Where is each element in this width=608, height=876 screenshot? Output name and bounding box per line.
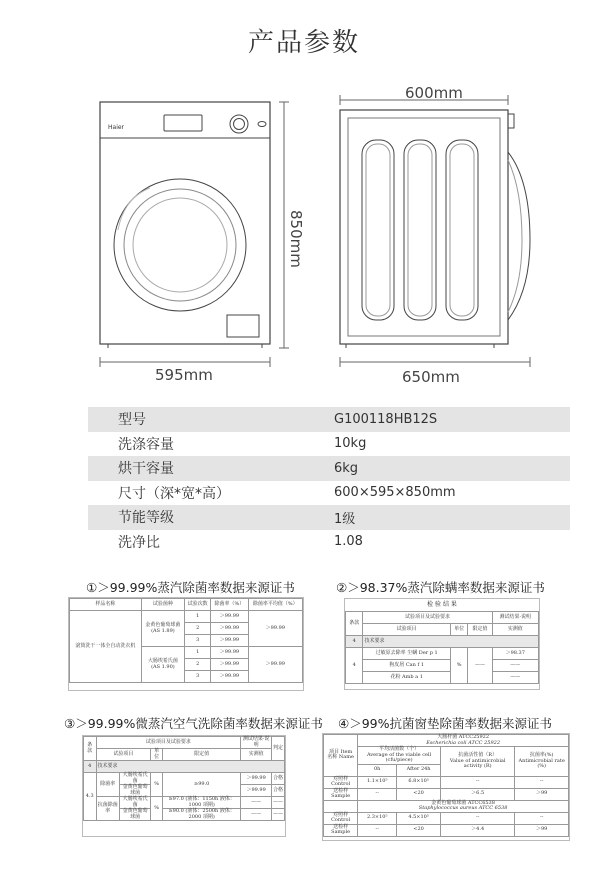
strain: 金黄色葡萄球菌 xyxy=(145,622,181,628)
cell: 2 xyxy=(185,659,211,671)
cell: 抗菌除菌率 xyxy=(96,797,119,821)
cell: % xyxy=(151,797,163,821)
cell: 大肠埃希氏菌 xyxy=(120,773,151,785)
cert-2 xyxy=(336,578,545,596)
cell xyxy=(440,747,514,777)
cell: ＞4.4 xyxy=(440,824,514,836)
cell: 条款 xyxy=(346,612,363,636)
cell xyxy=(324,735,358,777)
cell xyxy=(141,611,184,647)
cert-4 xyxy=(338,714,552,732)
brand-logo: Haier xyxy=(108,124,125,131)
head-en: Antimicrobial rate (%) xyxy=(518,757,565,769)
cert-3-table xyxy=(83,736,285,821)
front-view xyxy=(100,102,289,367)
organism-latin: Staphylococcus aureus ATCC 6538 xyxy=(418,805,508,811)
spec-table xyxy=(88,407,570,554)
cell: 试验次数 xyxy=(185,599,211,611)
cell: 试验项目 xyxy=(96,749,151,761)
spec-row-wash-capacity xyxy=(88,432,570,457)
cell: 对照样 Control xyxy=(324,776,358,788)
cell xyxy=(358,747,441,765)
cell: -- xyxy=(358,788,397,800)
cell: 测试结果·说明 xyxy=(241,737,272,749)
strain-code: (AS 1.89) xyxy=(151,627,175,634)
cell: After 24h xyxy=(397,764,441,776)
cert-3 xyxy=(64,714,323,732)
spec-row-wash-ratio xyxy=(88,530,570,555)
item: 过敏原去除率 xyxy=(375,649,406,656)
cert-4-title: ④＞99%抗菌窗垫除菌率数据来源证书 xyxy=(338,716,552,731)
cell: % xyxy=(450,648,467,684)
side-view xyxy=(340,95,530,367)
cell: 判定 xyxy=(271,737,284,761)
cell xyxy=(324,800,358,812)
cell xyxy=(141,647,184,683)
cert-2-image xyxy=(344,598,540,690)
head: 平均活菌数（个） xyxy=(379,746,420,752)
cell: 花粉 Amb a 1 xyxy=(363,672,450,684)
cell: 限定值 xyxy=(468,624,492,636)
cell: ＞99.99 xyxy=(211,623,248,635)
cell: 试验项目及试验要求 xyxy=(96,737,241,749)
page-title: 产品参数 xyxy=(247,28,360,58)
cell: ＞99.99 xyxy=(241,785,272,797)
cell: 试验项目及试验要求 xyxy=(363,612,492,624)
cell: ＞99.99 xyxy=(211,635,248,647)
cell: 2 xyxy=(185,623,211,635)
height-label: 850mm xyxy=(287,210,305,268)
spec-value: 10kg xyxy=(334,436,367,452)
cell xyxy=(363,648,450,660)
cert-3-title: ③＞99.99%微蒸汽空气洗除菌率数据来源证书 xyxy=(64,716,323,731)
cell: % xyxy=(151,773,163,797)
head: 项目 Item xyxy=(328,748,353,755)
cell: -- xyxy=(440,812,514,824)
cell: -- xyxy=(515,776,569,788)
cell: 技术要求 xyxy=(363,636,539,648)
cell: 1 xyxy=(185,611,211,623)
spec-value: 6kg xyxy=(334,460,359,476)
cell: ＞99.99 xyxy=(241,773,272,785)
cell: -- xyxy=(440,776,514,788)
cell: 4.5×10⁵ xyxy=(397,812,441,824)
dimension-drawings xyxy=(0,80,608,390)
cell: 试验菌种 xyxy=(141,599,184,611)
front-width-label: 595mm xyxy=(155,366,213,384)
cell: —— xyxy=(492,672,538,684)
cert-1-table xyxy=(69,598,303,683)
cell: 4 xyxy=(84,761,97,773)
cell: 6.8×10⁵ xyxy=(397,776,441,788)
spec-label: 型号 xyxy=(118,412,146,429)
cell: —— xyxy=(468,648,492,684)
cell: —— xyxy=(271,797,284,809)
cell: ≥99.0 xyxy=(163,773,241,797)
cell: 合格 xyxy=(271,773,284,785)
cell: 实测值 xyxy=(241,749,272,761)
cell: 单位 xyxy=(151,749,163,761)
spec-row-dry-capacity xyxy=(88,456,570,481)
cell: —— xyxy=(271,809,284,821)
cell: 技术要求 xyxy=(96,761,284,773)
spec-label: 节能等级 xyxy=(118,510,174,527)
cell: 3 xyxy=(185,635,211,647)
cell: ＞98.37 xyxy=(492,648,538,660)
cert-2-title: ②＞98.37%蒸汽除螨率数据来源证书 xyxy=(336,580,545,595)
spec-row-model xyxy=(88,407,570,432)
cell: —— xyxy=(241,797,272,809)
spec-label: 烘干容量 xyxy=(118,461,174,478)
cert-1-title: ①＞99.99%蒸汽除菌率数据来源证书 xyxy=(86,580,295,595)
cell: 1 xyxy=(185,647,211,659)
head: 抗菌率(%) xyxy=(529,752,554,758)
cell: ＞99.99 xyxy=(211,647,248,659)
organism-latin: Escherichia coli ATCC 25922 xyxy=(426,739,500,746)
spec-value: G100118HB12S xyxy=(334,411,438,427)
cell: 单位 xyxy=(450,624,467,636)
strain-code: (AS 1.90) xyxy=(151,663,175,670)
head-en: Value of antimicrobial activity (R) xyxy=(449,757,506,769)
cell: 实测值 xyxy=(492,624,538,636)
cell: 试验项目 xyxy=(363,624,450,636)
cell: 滚筒洗干一体全自动洗衣机 xyxy=(70,611,142,683)
cell: 金黄色葡萄球菌 xyxy=(120,785,151,797)
cell xyxy=(358,800,569,812)
cell: ＞99.99 xyxy=(248,611,302,647)
cell: 狗皮屑 Can f 1 xyxy=(363,660,450,672)
spec-value: 1级 xyxy=(334,511,356,527)
item-sub: 尘螨 Der p 1 xyxy=(407,649,438,656)
head: 抗菌活性值（R） xyxy=(458,752,498,758)
cell: 除菌率平均值（%） xyxy=(248,599,302,611)
cert-4-image xyxy=(322,733,570,841)
top-width-label: 600mm xyxy=(405,84,463,102)
cell: ＞99 xyxy=(515,788,569,800)
cell: 送检样 Sample xyxy=(324,824,358,836)
cell: 条款 xyxy=(84,737,97,761)
cell: 合格 xyxy=(271,785,284,797)
spec-label: 洗净比 xyxy=(118,534,160,551)
cell: 测试结果·说明 xyxy=(492,612,538,624)
cell: 金黄色葡萄球菌 xyxy=(120,809,151,821)
cell: ≥97.0 (液体：1150h 液体：1000 项期) xyxy=(163,797,241,809)
cell: 1.1×10⁵ xyxy=(358,776,397,788)
cell: 2.3×10⁵ xyxy=(358,812,397,824)
cell: 4.3 xyxy=(84,773,97,821)
organism: 金黄色葡萄球菌 ATCC6538 xyxy=(431,799,495,806)
cell: 4 xyxy=(346,648,363,684)
cell xyxy=(515,747,569,777)
spec-value: 1.08 xyxy=(334,534,363,550)
cell: ＞99 xyxy=(515,824,569,836)
cell: -- xyxy=(515,812,569,824)
spec-row-energy xyxy=(88,505,570,530)
cert-2-header: 检 验 结 果 xyxy=(427,601,457,608)
spec-label: 洗涤容量 xyxy=(118,436,174,453)
head: 名称 Name xyxy=(327,754,354,761)
cell: —— xyxy=(241,809,272,821)
cert-2-table xyxy=(345,611,539,684)
cert-1-image xyxy=(68,597,304,691)
cert-1 xyxy=(70,578,295,596)
cell: 限定值 xyxy=(163,749,241,761)
organism: 大肠杆菌 ATCC25922 xyxy=(437,734,490,740)
cell: 送检样 Sample xyxy=(324,788,358,800)
cell: ≥90.0 (液体：2500h 液体：2000 项期) xyxy=(163,809,241,821)
cell: <20 xyxy=(397,824,441,836)
cell: 样品名称 xyxy=(70,599,142,611)
cell: ＞99.99 xyxy=(211,659,248,671)
cell: 3 xyxy=(185,671,211,683)
cell: 除菌率 xyxy=(96,773,119,797)
cell: 除菌率（%） xyxy=(211,599,248,611)
cert-4-table xyxy=(323,734,569,837)
cell: 对照样 Control xyxy=(324,812,358,824)
cell: 大肠埃希氏菌 xyxy=(120,797,151,809)
depth-label: 650mm xyxy=(402,368,460,386)
cell: 0h xyxy=(358,764,397,776)
cert-3-image xyxy=(82,735,286,837)
strain: 大肠埃希氏菌 xyxy=(147,658,178,664)
cell: <20 xyxy=(397,788,441,800)
spec-label: 尺寸（深*宽*高） xyxy=(118,485,230,502)
cell: —— xyxy=(492,660,538,672)
cell xyxy=(358,735,569,747)
head-en: Average of the viable cell (cfu/piece) xyxy=(366,751,432,763)
cell: ＞99.99 xyxy=(248,647,302,683)
cell: ＞6.5 xyxy=(440,788,514,800)
spec-value: 600×595×850mm xyxy=(334,485,456,501)
cell: ＞99.99 xyxy=(211,611,248,623)
spec-row-size xyxy=(88,481,570,506)
cell: 4 xyxy=(346,636,363,648)
cell: -- xyxy=(358,824,397,836)
cell: ＞99.99 xyxy=(211,671,248,683)
